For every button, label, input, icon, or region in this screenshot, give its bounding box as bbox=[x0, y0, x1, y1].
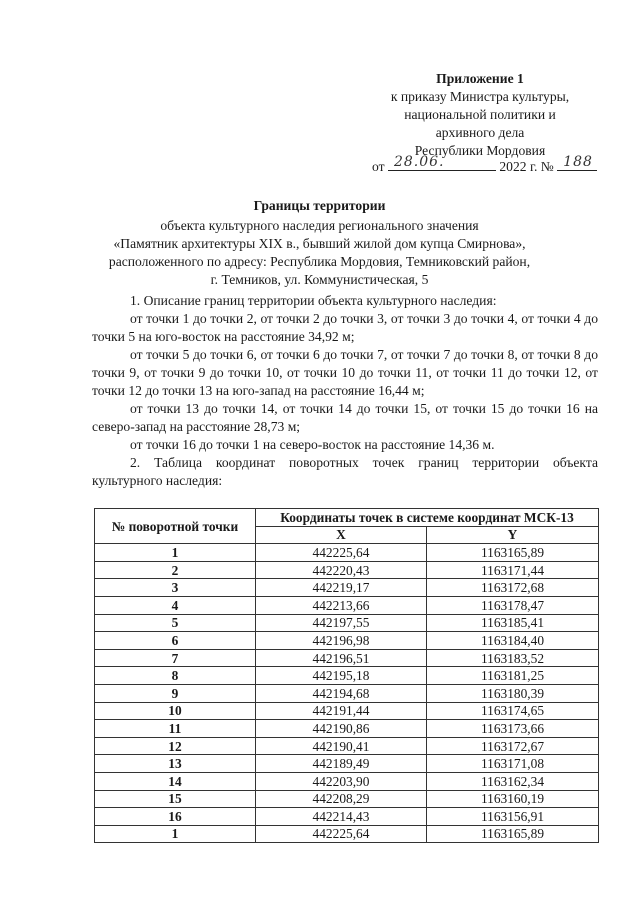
header-coordinate-system: Координаты точек в системе координат МСК-13 bbox=[256, 509, 599, 527]
point-number-cell: 7 bbox=[95, 649, 256, 667]
y-coordinate-cell: 1163185,41 bbox=[427, 614, 599, 632]
appendix-title: Приложение 1 bbox=[436, 71, 524, 86]
order-prefix: от bbox=[372, 159, 385, 174]
y-coordinate-cell: 1163165,89 bbox=[427, 825, 599, 843]
table-row bbox=[95, 825, 599, 843]
table-row bbox=[95, 720, 599, 738]
point-number-cell: 12 bbox=[95, 737, 256, 755]
x-coordinate-cell: 442225,64 bbox=[256, 544, 427, 562]
description-paragraph: от точки 16 до точки 1 на северо-восток на расстояние 14,36 м. bbox=[130, 437, 495, 452]
y-coordinate-cell: 1163181,25 bbox=[427, 667, 599, 685]
point-number-cell: 6 bbox=[95, 632, 256, 650]
x-coordinate-cell: 442213,66 bbox=[256, 596, 427, 614]
table-row bbox=[95, 632, 599, 650]
point-number-cell: 11 bbox=[95, 720, 256, 738]
table-row bbox=[95, 755, 599, 773]
order-date-number bbox=[372, 155, 597, 175]
order-year: 2022 г. № bbox=[499, 159, 554, 174]
point-number-cell: 2 bbox=[95, 561, 256, 579]
x-coordinate-cell: 442219,17 bbox=[256, 579, 427, 597]
x-coordinate-cell: 442190,86 bbox=[256, 720, 427, 738]
appendix-line: национальной политики и bbox=[404, 107, 556, 122]
y-coordinate-cell: 1163180,39 bbox=[427, 684, 599, 702]
document-heading bbox=[0, 197, 639, 289]
x-coordinate-cell: 442195,18 bbox=[256, 667, 427, 685]
x-coordinate-cell: 442214,43 bbox=[256, 808, 427, 826]
table-row bbox=[95, 596, 599, 614]
table-row bbox=[95, 579, 599, 597]
handwritten-number: 188 bbox=[563, 154, 593, 170]
description-paragraph: от точки 5 до точки 6, от точки 6 до точки 7, от точки 7 до точки 8, от точки 8 до точки 9, от точки 9 до точки 10, от точки 10 до точки 11, от точки 11 до точки 12, от точки 12 до точки 13 на юго-запад на расстояние 16,44 м; bbox=[92, 347, 598, 398]
point-number-cell: 1 bbox=[95, 544, 256, 562]
date-blank bbox=[388, 155, 496, 171]
x-coordinate-cell: 442189,49 bbox=[256, 755, 427, 773]
point-number-cell: 9 bbox=[95, 684, 256, 702]
heading-line: расположенного по адресу: Республика Мордовия, Темниковский район, bbox=[108, 254, 531, 269]
y-coordinate-cell: 1163171,44 bbox=[427, 561, 599, 579]
handwritten-date: 28.06. bbox=[393, 154, 445, 170]
coordinates-table-body bbox=[95, 544, 599, 843]
header-x: X bbox=[256, 526, 427, 544]
x-coordinate-cell: 442203,90 bbox=[256, 772, 427, 790]
y-coordinate-cell: 1163178,47 bbox=[427, 596, 599, 614]
table-row bbox=[95, 544, 599, 562]
x-coordinate-cell: 442191,44 bbox=[256, 702, 427, 720]
y-coordinate-cell: 1163172,68 bbox=[427, 579, 599, 597]
y-coordinate-cell: 1163162,34 bbox=[427, 772, 599, 790]
description-paragraph: от точки 13 до точки 14, от точки 14 до точки 15, от точки 15 до точки 16 на северо-запад на расстояние 28,73 м; bbox=[92, 401, 598, 434]
table-row bbox=[95, 614, 599, 632]
heading-line: объекта культурного наследия регионального значения bbox=[160, 218, 479, 233]
point-number-cell: 4 bbox=[95, 596, 256, 614]
heading-line: г. Темников, ул. Коммунистическая, 5 bbox=[210, 272, 429, 287]
appendix-line: Республики Мордовия bbox=[414, 143, 546, 158]
description-paragraph: 1. Описание границ территории объекта культурного наследия: bbox=[130, 293, 497, 308]
y-coordinate-cell: 1163173,66 bbox=[427, 720, 599, 738]
point-number-cell: 15 bbox=[95, 790, 256, 808]
header-y: Y bbox=[427, 526, 599, 544]
description-paragraph: 2. Таблица координат поворотных точек границ территории объекта культурного наследия: bbox=[92, 455, 598, 488]
table-row bbox=[95, 649, 599, 667]
point-number-cell: 3 bbox=[95, 579, 256, 597]
point-number-cell: 1 bbox=[95, 825, 256, 843]
x-coordinate-cell: 442194,68 bbox=[256, 684, 427, 702]
table-row bbox=[95, 667, 599, 685]
point-number-cell: 16 bbox=[95, 808, 256, 826]
heading-line: «Памятник архитектуры XIX в., бывший жилой дом купца Смирнова», bbox=[113, 236, 526, 251]
x-coordinate-cell: 442196,98 bbox=[256, 632, 427, 650]
table-row bbox=[95, 790, 599, 808]
appendix-line: к приказу Министра культуры, bbox=[390, 89, 570, 104]
table-row bbox=[95, 702, 599, 720]
x-coordinate-cell: 442208,29 bbox=[256, 790, 427, 808]
y-coordinate-cell: 1163156,91 bbox=[427, 808, 599, 826]
y-coordinate-cell: 1163183,52 bbox=[427, 649, 599, 667]
description-paragraph: от точки 1 до точки 2, от точки 2 до точки 3, от точки 3 до точки 4, от точки 4 до точки 5 на юго-восток на расстояние 34,92 м; bbox=[92, 311, 598, 344]
header-point-number: № поворотной точки bbox=[95, 509, 256, 544]
point-number-cell: 8 bbox=[95, 667, 256, 685]
boundary-description bbox=[92, 292, 598, 490]
y-coordinate-cell: 1163165,89 bbox=[427, 544, 599, 562]
table-row bbox=[95, 772, 599, 790]
y-coordinate-cell: 1163172,67 bbox=[427, 737, 599, 755]
x-coordinate-cell: 442225,64 bbox=[256, 825, 427, 843]
coordinates-table bbox=[94, 508, 599, 843]
point-number-cell: 10 bbox=[95, 702, 256, 720]
x-coordinate-cell: 442220,43 bbox=[256, 561, 427, 579]
x-coordinate-cell: 442197,55 bbox=[256, 614, 427, 632]
table-row bbox=[95, 561, 599, 579]
y-coordinate-cell: 1163184,40 bbox=[427, 632, 599, 650]
heading-title: Границы территории bbox=[253, 198, 386, 213]
appendix-line: архивного дела bbox=[435, 125, 525, 140]
point-number-cell: 13 bbox=[95, 755, 256, 773]
y-coordinate-cell: 1163160,19 bbox=[427, 790, 599, 808]
table-row bbox=[95, 684, 599, 702]
y-coordinate-cell: 1163174,65 bbox=[427, 702, 599, 720]
x-coordinate-cell: 442196,51 bbox=[256, 649, 427, 667]
table-row bbox=[95, 737, 599, 755]
number-blank bbox=[557, 155, 597, 171]
point-number-cell: 14 bbox=[95, 772, 256, 790]
point-number-cell: 5 bbox=[95, 614, 256, 632]
x-coordinate-cell: 442190,41 bbox=[256, 737, 427, 755]
appendix-block bbox=[350, 70, 610, 160]
y-coordinate-cell: 1163171,08 bbox=[427, 755, 599, 773]
table-row bbox=[95, 808, 599, 826]
